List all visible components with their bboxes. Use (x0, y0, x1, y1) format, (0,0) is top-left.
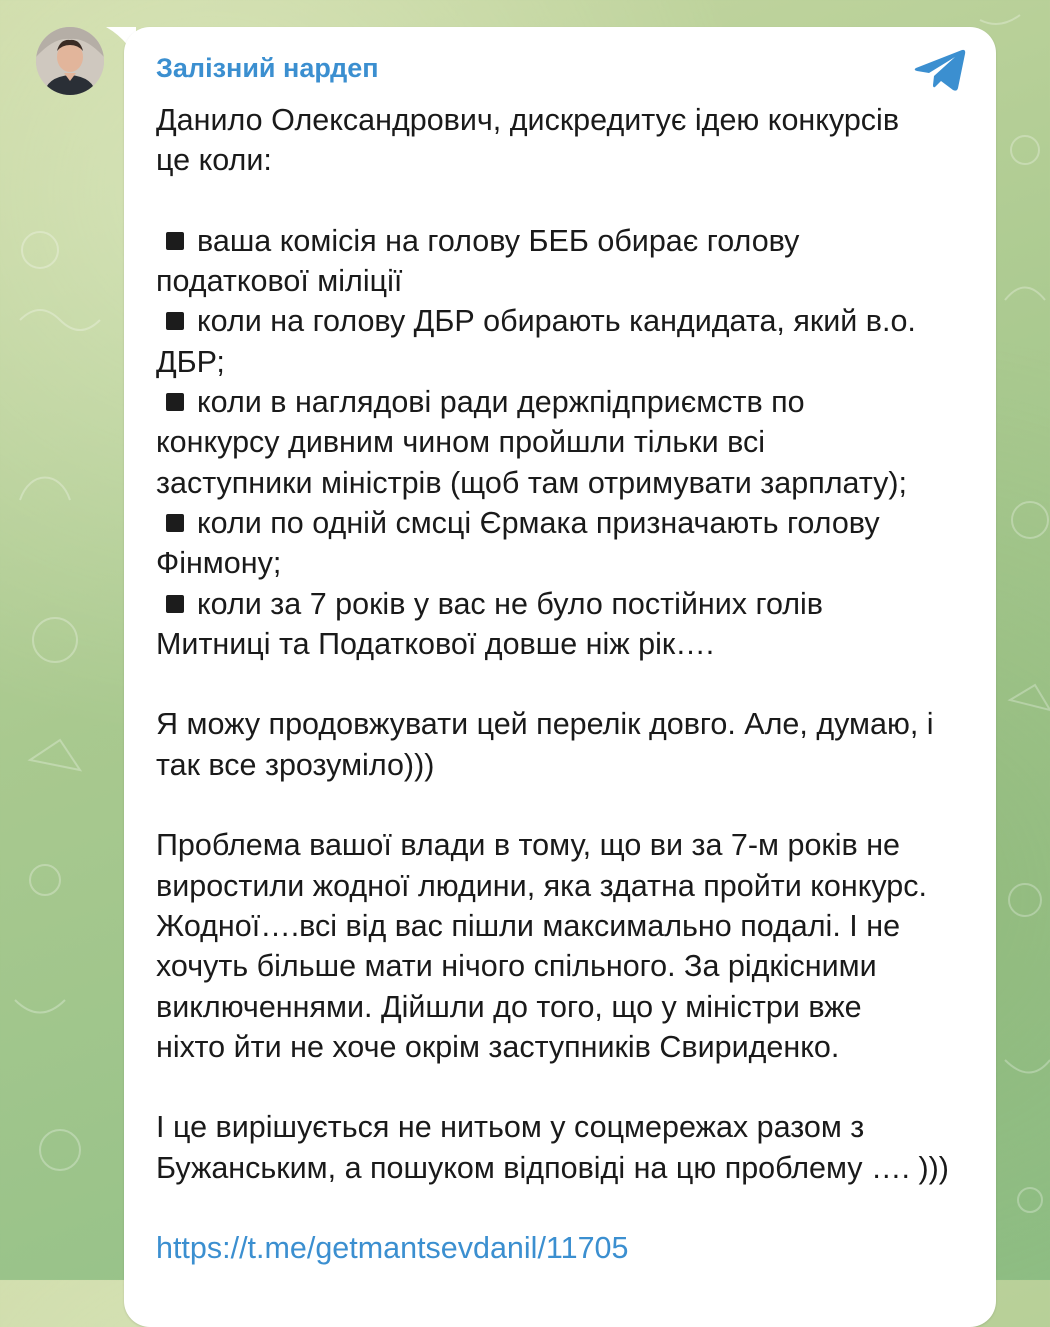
bullet-icon (166, 514, 184, 532)
bullet-line: Фінмону; (156, 546, 282, 581)
message-bubble (124, 27, 996, 1327)
bullet-icon (166, 393, 184, 411)
paragraph-line: Проблема вашої влади в тому, що ви за 7-м років не (156, 828, 901, 863)
message-text (156, 100, 976, 1269)
paragraph-line: так все зрозуміло))) (156, 747, 435, 782)
intro-line: Данило Олександрович, дискредитує ідею конкурсів (156, 103, 900, 137)
bullet-line: коли в наглядові ради держпідприємств по (156, 382, 976, 422)
paragraph-line: Я можу продовжувати цей перелік довго. Але, думаю, і (156, 707, 934, 742)
paragraph-line: Жодної….всі від вас пішли максимально подалі. І не (156, 908, 901, 943)
bullet-line: коли по одній смсці Єрмака призначають голову (156, 503, 976, 543)
avatar[interactable] (36, 27, 104, 95)
bullet-icon (166, 595, 184, 613)
bullet-line: Митниці та Податкової довше ніж рік…. (156, 626, 715, 661)
bullet-icon (166, 312, 184, 330)
bullet-line: ДБР; (156, 344, 225, 379)
bullet-line: конкурсу дивним чином пройшли тільки всі (156, 425, 765, 460)
message-link[interactable]: https://t.me/getmantsevdanil/11705 (156, 1231, 629, 1266)
bullet-line: коли за 7 років у вас не було постійних голів (156, 584, 976, 624)
bullet-line: заступники міністрів (щоб там отримувати зарплату); (156, 465, 908, 500)
paragraph-line: хочуть більше мати нічого спільного. За рідкісними (156, 949, 877, 984)
intro-line: це коли: (156, 143, 272, 178)
bullet-line: податкової міліції (156, 264, 403, 299)
paragraph-line: виростили жодної людини, яка здатна пройти конкурс. (156, 868, 927, 903)
channel-name[interactable]: Залізний нардеп (156, 53, 379, 83)
paragraph-line: виключеннями. Дійшли до того, що у міністри вже (156, 989, 862, 1024)
bullet-line: коли на голову ДБР обирають кандидата, який в.о. (156, 301, 976, 341)
bullet-icon (166, 232, 184, 250)
paragraph-line: І це вирішується не нитьом у соцмережах разом з (156, 1110, 865, 1145)
paragraph-line: ніхто йти не хоче окрім заступників Свириденко. (156, 1029, 840, 1064)
link-line (156, 1228, 976, 1268)
paragraph-line: Бужанським, а пошуком відповіді на цю проблему …. ))) (156, 1150, 949, 1185)
bullet-line: ваша комісія на голову БЕБ обирає голову (156, 221, 976, 261)
user-avatar-icon (36, 27, 104, 95)
telegram-icon[interactable] (914, 47, 966, 93)
